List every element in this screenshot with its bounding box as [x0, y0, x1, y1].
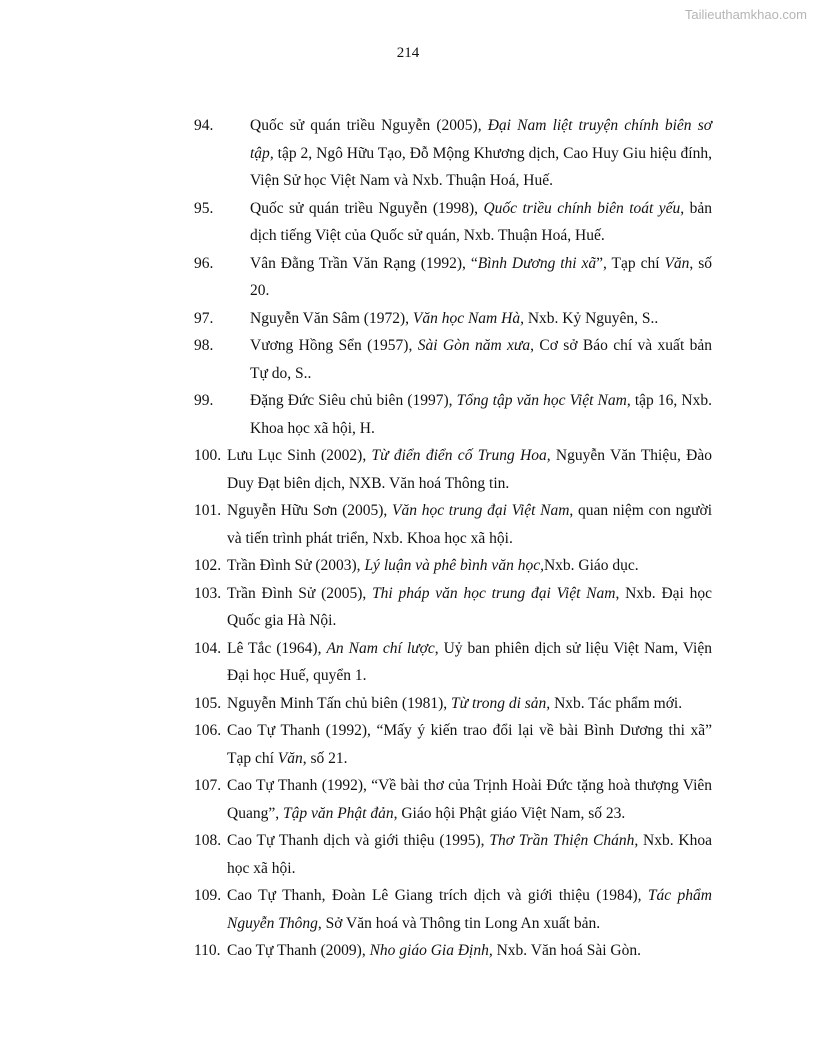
reference-text: [227, 635, 712, 690]
reference-text-part: Cao Tự Thanh (2009),: [227, 942, 370, 959]
reference-title-italic: An Nam chí lược: [326, 639, 435, 657]
reference-text-part: Nguyễn Minh Tấn chủ biên (1981),: [227, 694, 451, 712]
reference-number: 100.: [194, 447, 222, 464]
reference-text-part: Trần Đình Sử (2005),: [227, 584, 373, 602]
reference-item: [194, 717, 712, 772]
reference-text-part: , Giáo hội Phật giáo Việt Nam, số 23.: [393, 804, 626, 822]
reference-text: [227, 827, 712, 882]
reference-text-part: Cao Tự Thanh (1992), “Mấy ý kiến trao đổi lại về bài Bình Dương thi xã” Tạp chí: [227, 722, 712, 767]
reference-text-part: , tập 2, Ngô Hữu Tạo, Đỗ Mộng Khương dịch, Cao Huy Giu hiệu đính, Viện Sử học Việt Nam và Nxb. Thuận Hoá, Huế.: [250, 144, 712, 189]
reference-text: [227, 580, 712, 635]
reference-text-part: Lê Tắc (1964),: [227, 639, 327, 657]
reference-title-italic: Thơ Trần Thiện Chánh,: [489, 832, 639, 849]
reference-number: 108.: [194, 832, 222, 849]
reference-text: [250, 305, 712, 333]
reference-item: [194, 195, 712, 250]
reference-number: 109.: [194, 887, 222, 904]
reference-text-part: , quan niệm con người và tiến trình phát triển, Nxb. Khoa học xã hội.: [227, 502, 712, 547]
reference-text-part: , tập 16, Nxb. Khoa học xã hội, H.: [250, 392, 712, 437]
reference-title-italic: , Tác phẩm Nguyễn Thông: [227, 887, 712, 932]
reference-text-part: Cao Tự Thanh, Đoàn Lê Giang trích dịch và giới thiệu (1984): [227, 887, 638, 904]
reference-title-italic: Bình Dương thi xã: [477, 254, 597, 272]
reference-text-part: Vương Hồng Sển (1957),: [250, 337, 418, 354]
reference-text: [227, 442, 712, 497]
reference-text-part: Nxb. Kỷ Nguyên, S..: [523, 309, 659, 327]
reference-number: 106.: [194, 722, 222, 739]
reference-title-italic: Văn: [277, 749, 303, 767]
reference-item: [194, 690, 712, 718]
reference-text: [227, 882, 712, 937]
reference-text-part: Nxb. Tác phẩm mới.: [550, 694, 683, 712]
reference-item: [194, 112, 712, 195]
reference-item: [194, 497, 712, 552]
reference-text-part: Nxb. Giáo dục.: [543, 557, 639, 574]
reference-number: 107.: [194, 777, 222, 794]
reference-text-part: Quốc sử quán triều Nguyễn (1998),: [250, 199, 484, 217]
reference-text: [227, 937, 712, 965]
reference-title-italic: Đại Nam liệt truyện chính biên sơ tập: [250, 117, 713, 162]
reference-text-part: Nguyễn Văn Thiệu, Đào Duy Đạt biên dịch, NXB. Văn hoá Thông tin.: [227, 447, 712, 492]
reference-text: [227, 497, 712, 552]
reference-number: 96.: [194, 254, 214, 272]
reference-text: [250, 112, 712, 195]
reference-text-part: Đặng Đức Siêu chủ biên (1997),: [250, 392, 457, 409]
reference-text: [250, 195, 712, 250]
reference-number: 94.: [194, 117, 214, 134]
reference-text-part: Lưu Lục Sinh (2002),: [227, 447, 372, 464]
reference-text-part: , Sở Văn hoá và Thông tin Long An xuất bản.: [317, 914, 601, 932]
reference-item: [194, 305, 712, 333]
reference-text-part: , Nxb. Đại học Quốc gia Hà Nội.: [227, 584, 712, 629]
reference-text: [250, 387, 712, 442]
reference-text-part: , bản dịch tiếng Việt của Quốc sử quán, Nxb. Thuận Hoá, Huế.: [250, 199, 712, 244]
reference-item: [194, 332, 712, 387]
reference-item: [194, 882, 712, 937]
reference-text: [227, 690, 712, 718]
reference-title-italic: Sài Gòn năm xưa: [417, 337, 531, 354]
reference-text-part: , số 20.: [250, 254, 712, 299]
page-number: 214: [396, 45, 420, 61]
reference-title-italic: Quốc triều chính biên toát yếu: [483, 199, 681, 217]
reference-title-italic: Tập văn Phật đản: [282, 804, 394, 822]
watermark: Tailieuthamkhao.com: [684, 7, 807, 22]
reference-text-part: , Uỷ ban phiên dịch sử liệu Việt Nam, Viện Đại học Huế, quyển 1.: [227, 639, 712, 684]
reference-title-italic: Tổng tập văn học Việt Nam: [456, 392, 627, 409]
reference-text-part: ”, Tạp chí: [596, 254, 665, 272]
reference-number: 105.: [194, 694, 222, 712]
reference-item: [194, 827, 712, 882]
reference-number: 103.: [194, 584, 222, 602]
reference-title-italic: Thi pháp văn học trung đại Việt Nam: [372, 584, 616, 602]
reference-item: [194, 937, 712, 965]
reference-text-part: Cao Tự Thanh dịch và giới thiệu (1995),: [227, 832, 490, 849]
reference-text: [250, 250, 712, 305]
reference-title-italic: Từ điển điển cố Trung Hoa,: [371, 447, 551, 464]
reference-item: [194, 552, 712, 580]
reference-number: 110.: [194, 942, 221, 959]
reference-text-part: Nxb. Văn hoá Sài Gòn.: [492, 942, 641, 959]
reference-text-part: Nxb. Khoa học xã hội.: [227, 832, 712, 877]
reference-item: [194, 250, 712, 305]
reference-title-italic: Lý luận và phê bình văn học,: [364, 557, 544, 574]
reference-title-italic: Văn: [664, 254, 690, 272]
reference-title-italic: Văn học trung đại Việt Nam: [392, 502, 570, 519]
reference-text-part: Vân Đằng Trần Văn Rạng (1992), “: [250, 254, 478, 272]
reference-number: 97.: [194, 309, 214, 327]
reference-title-italic: Nho giáo Gia Định,: [369, 942, 493, 959]
reference-number: 99.: [194, 392, 214, 409]
reference-number: 98.: [194, 337, 214, 354]
reference-item: [194, 772, 712, 827]
reference-item: [194, 580, 712, 635]
reference-number: 102.: [194, 557, 222, 574]
reference-text: [227, 717, 712, 772]
reference-text: [250, 332, 712, 387]
reference-title-italic: Văn học Nam Hà,: [412, 309, 524, 327]
reference-number: 95.: [194, 199, 214, 217]
reference-text-part: Trần Đình Sử (2003),: [227, 557, 365, 574]
reference-text-part: , số 21.: [302, 749, 348, 767]
reference-text-part: , Cơ sở Báo chí và xuất bản Tự do, S..: [250, 337, 713, 382]
reference-text-part: Quốc sử quán triều Nguyễn (2005),: [250, 117, 488, 134]
reference-item: [194, 635, 712, 690]
reference-text: [227, 772, 712, 827]
reference-list: [194, 112, 712, 965]
reference-title-italic: Từ trong di sản,: [451, 694, 551, 712]
reference-number: 101.: [194, 502, 222, 519]
reference-text: [227, 552, 712, 580]
reference-number: 104.: [194, 639, 222, 657]
reference-text-part: Cao Tự Thanh (1992), “Về bài thơ của Trịnh Hoài Đức tặng hoà thượng Viên Quang”,: [227, 777, 712, 822]
reference-item: [194, 442, 712, 497]
reference-text-part: Nguyễn Hữu Sơn (2005),: [227, 502, 393, 519]
reference-text-part: Nguyễn Văn Sâm (1972),: [250, 309, 413, 327]
reference-item: [194, 387, 712, 442]
